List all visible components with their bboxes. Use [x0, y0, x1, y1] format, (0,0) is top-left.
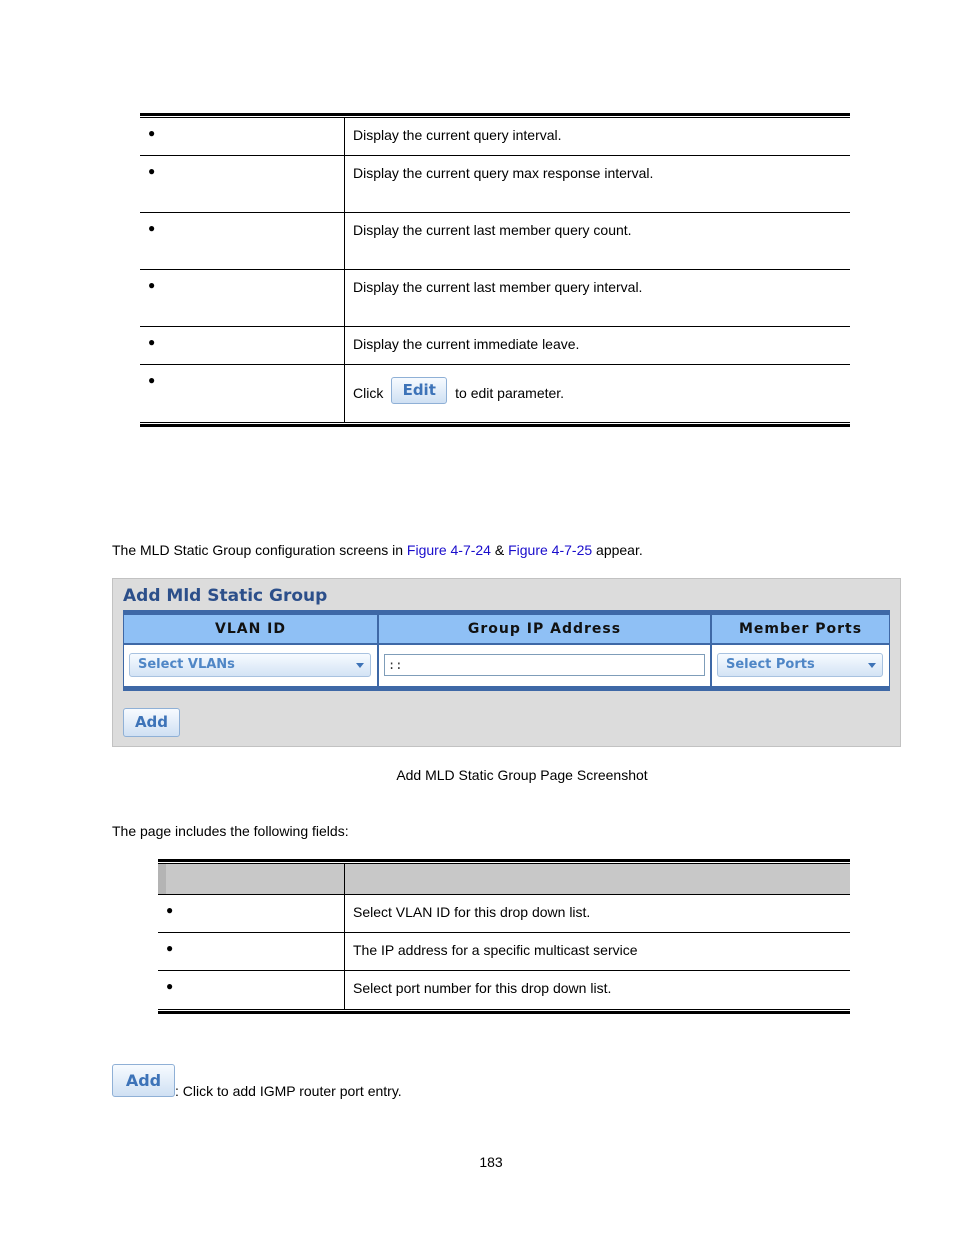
bullet-icon: ●	[148, 164, 156, 178]
row-description: Display the current query interval.	[353, 127, 562, 143]
row-description: Display the current last member query count.	[353, 222, 632, 238]
description-table-top	[140, 113, 850, 427]
row-description: Display the current last member query interval.	[353, 279, 643, 295]
bullet-icon: ●	[166, 979, 174, 993]
bullet-icon: ●	[148, 335, 156, 349]
select-ports-dropdown[interactable]: Select Ports	[717, 653, 883, 677]
table-row-edit	[140, 365, 850, 422]
static-group-grid	[123, 610, 890, 691]
row-description: Select VLAN ID for this drop down list.	[353, 904, 591, 920]
table-row	[140, 270, 850, 327]
chevron-down-icon	[868, 663, 876, 668]
table-bottom-rule	[140, 422, 850, 427]
bullet-icon: ●	[148, 373, 156, 387]
row-description: Display the current query max response interval.	[353, 165, 654, 181]
edit-row-suffix: to edit parameter.	[455, 385, 565, 401]
group-ip-input[interactable]: ::	[384, 654, 705, 676]
fields-table	[158, 859, 850, 1014]
add-button-example[interactable]: Add	[112, 1064, 175, 1097]
figure-caption: Add MLD Static Group Page Screenshot	[396, 767, 648, 783]
table-row	[158, 933, 850, 971]
select-vlans-dropdown[interactable]: Select VLANs	[129, 653, 371, 677]
table-row	[158, 971, 850, 1009]
add-button-note: : Click to add IGMP router port entry.	[175, 1083, 402, 1099]
table-row	[140, 118, 850, 156]
fields-intro: The page includes the following fields:	[112, 823, 349, 839]
figure-link-2[interactable]: Figure 4-7-25	[508, 542, 593, 558]
bullet-icon: ●	[148, 126, 156, 140]
row-description: Select port number for this drop down list.	[353, 980, 612, 996]
figure-link-1[interactable]: Figure 4-7-24	[406, 542, 491, 558]
add-button[interactable]: Add	[123, 708, 180, 737]
add-mld-static-group-panel	[112, 578, 901, 747]
row-description: The IP address for a specific multicast service	[353, 942, 638, 958]
table-row	[158, 895, 850, 933]
bullet-icon: ●	[148, 278, 156, 292]
chevron-down-icon	[356, 663, 364, 668]
table-row	[140, 327, 850, 365]
bullet-icon: ●	[166, 941, 174, 955]
column-header-vlan-id: VLAN ID	[124, 615, 379, 645]
table-row	[140, 213, 850, 270]
vlan-cell	[124, 645, 379, 686]
fields-table-header	[158, 864, 850, 895]
bullet-icon: ●	[166, 903, 174, 917]
group-ip-cell	[379, 645, 712, 686]
row-description: Display the current immediate leave.	[353, 336, 580, 352]
column-header-group-ip: Group IP Address	[379, 615, 712, 645]
member-ports-cell	[712, 645, 889, 686]
edit-button[interactable]: Edit	[391, 377, 447, 404]
column-header-member-ports: Member Ports	[712, 615, 889, 645]
edit-row-prefix: Click	[353, 385, 384, 401]
intro-paragraph: The MLD Static Group configuration screens in Figure 4-7-24 & Figure 4-7-25 appear.	[112, 542, 643, 558]
bullet-icon: ●	[148, 221, 156, 235]
table-row	[140, 156, 850, 213]
table-bottom-rule	[158, 1009, 850, 1014]
panel-title: Add Mld Static Group	[123, 586, 328, 606]
page-number: 183	[479, 1154, 503, 1170]
